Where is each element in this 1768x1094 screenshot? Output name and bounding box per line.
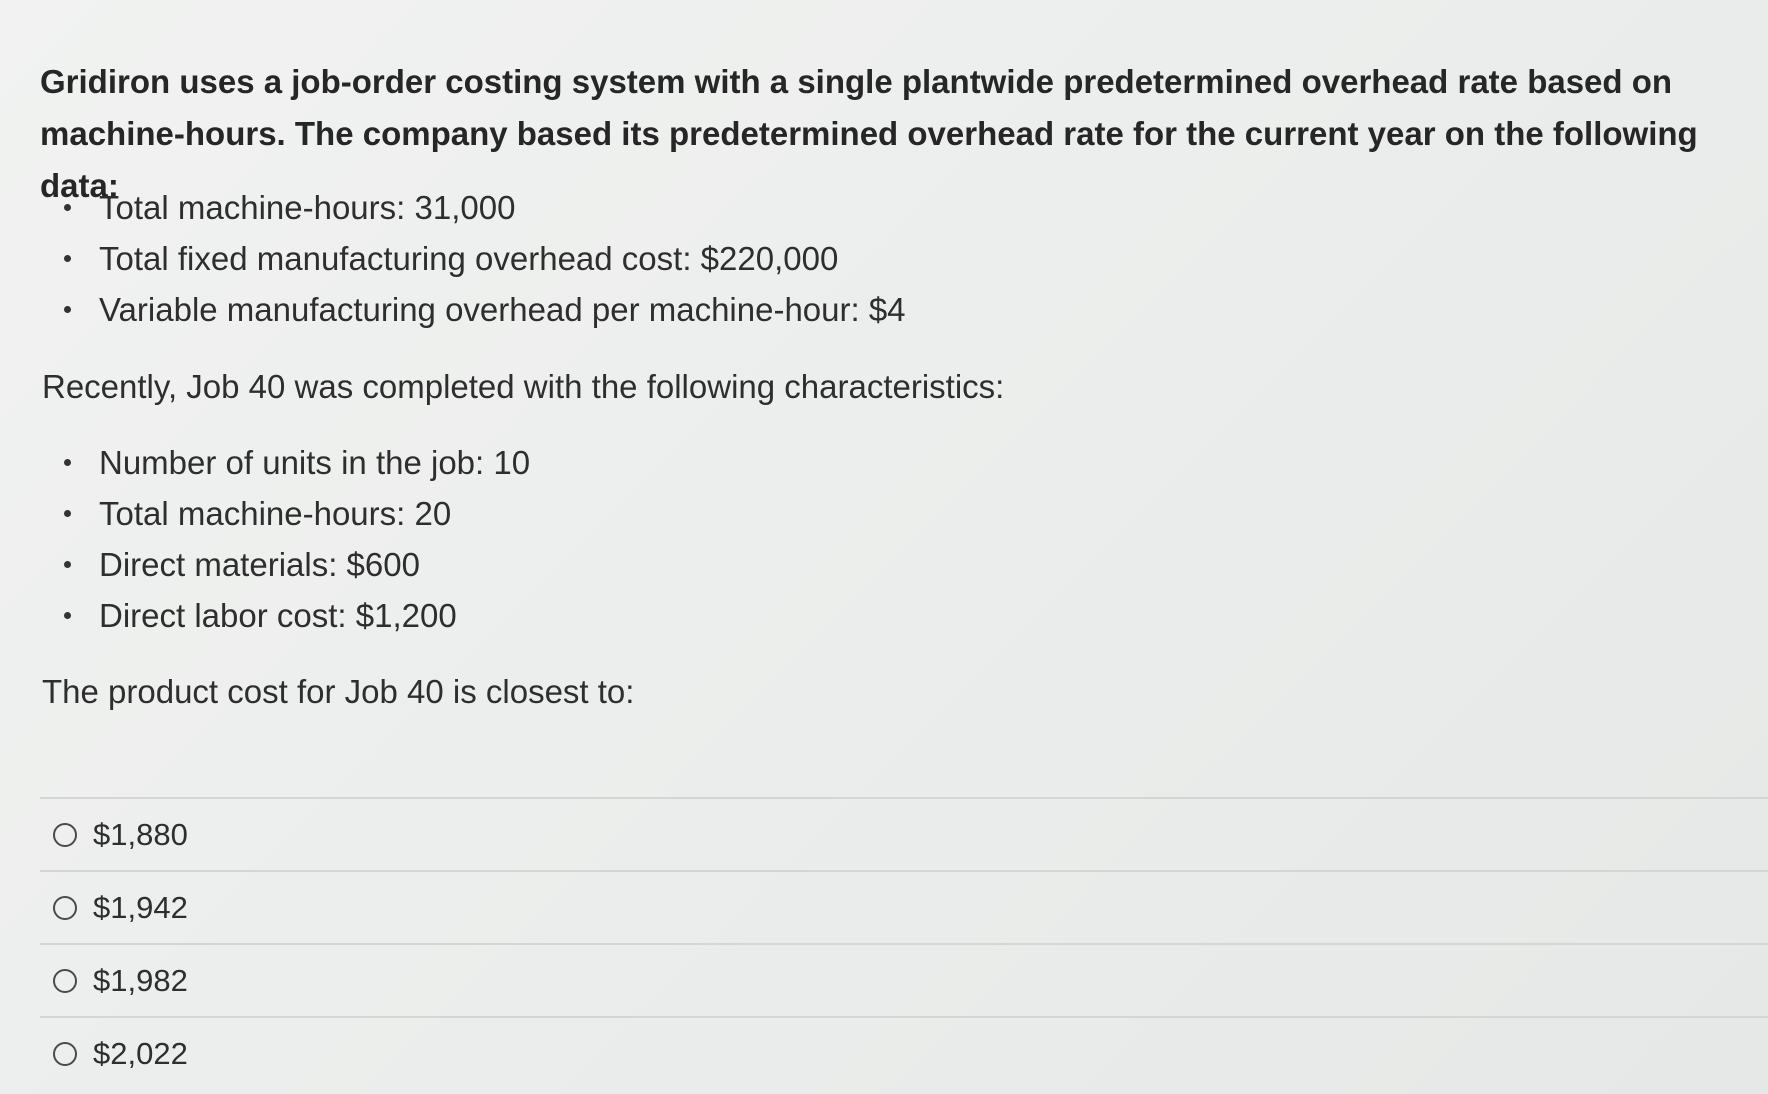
bullet-icon xyxy=(64,561,71,568)
answer-option-label: $1,942 xyxy=(93,889,188,925)
list-item xyxy=(58,539,530,590)
list-item-text: Variable manufacturing overhead per machine-hour: $4 xyxy=(99,291,906,328)
overhead-data-list xyxy=(58,182,906,335)
bullet-icon xyxy=(64,510,71,517)
list-item-text: Total fixed manufacturing overhead cost: $220,000 xyxy=(99,240,839,277)
list-item xyxy=(58,488,530,539)
question-stem: Gridiron uses a job-order costing system with a single plantwide predetermined overhead rate based on machine-hours. The company based its predetermined overhead rate for the current year on the following data: xyxy=(40,63,1698,204)
bullet-icon xyxy=(64,306,71,313)
answer-choices xyxy=(40,797,1768,1089)
list-item xyxy=(58,590,530,641)
list-item-text: Total machine-hours: 31,000 xyxy=(99,189,516,226)
answer-option-label: $1,880 xyxy=(93,816,188,852)
radio-button-icon[interactable] xyxy=(53,969,77,993)
bullet-icon xyxy=(64,255,71,262)
list-item xyxy=(58,284,906,335)
list-item-text: Direct materials: $600 xyxy=(99,546,420,583)
answer-option-1880[interactable] xyxy=(40,797,1768,870)
bullet-icon xyxy=(64,459,71,466)
list-item xyxy=(58,437,530,488)
list-item-text: Direct labor cost: $1,200 xyxy=(99,597,457,634)
answer-option-1942[interactable] xyxy=(40,870,1768,943)
job-characteristics-list xyxy=(58,437,530,641)
answer-option-2022[interactable] xyxy=(40,1016,1768,1089)
list-item-text: Total machine-hours: 20 xyxy=(99,495,452,532)
answer-option-label: $2,022 xyxy=(93,1035,188,1071)
radio-button-icon[interactable] xyxy=(53,896,77,920)
bullet-icon xyxy=(64,204,71,211)
radio-button-icon[interactable] xyxy=(53,823,77,847)
list-item-text: Number of units in the job: 10 xyxy=(99,444,531,481)
answer-option-label: $1,982 xyxy=(93,962,188,998)
job-intro-text: Recently, Job 40 was completed with the following characteristics: xyxy=(42,368,1005,405)
list-item xyxy=(58,233,906,284)
bullet-icon xyxy=(64,612,71,619)
answer-option-1982[interactable] xyxy=(40,943,1768,1016)
question-prompt: The product cost for Job 40 is closest to: xyxy=(42,673,635,710)
list-item xyxy=(58,182,906,233)
radio-button-icon[interactable] xyxy=(53,1042,77,1066)
